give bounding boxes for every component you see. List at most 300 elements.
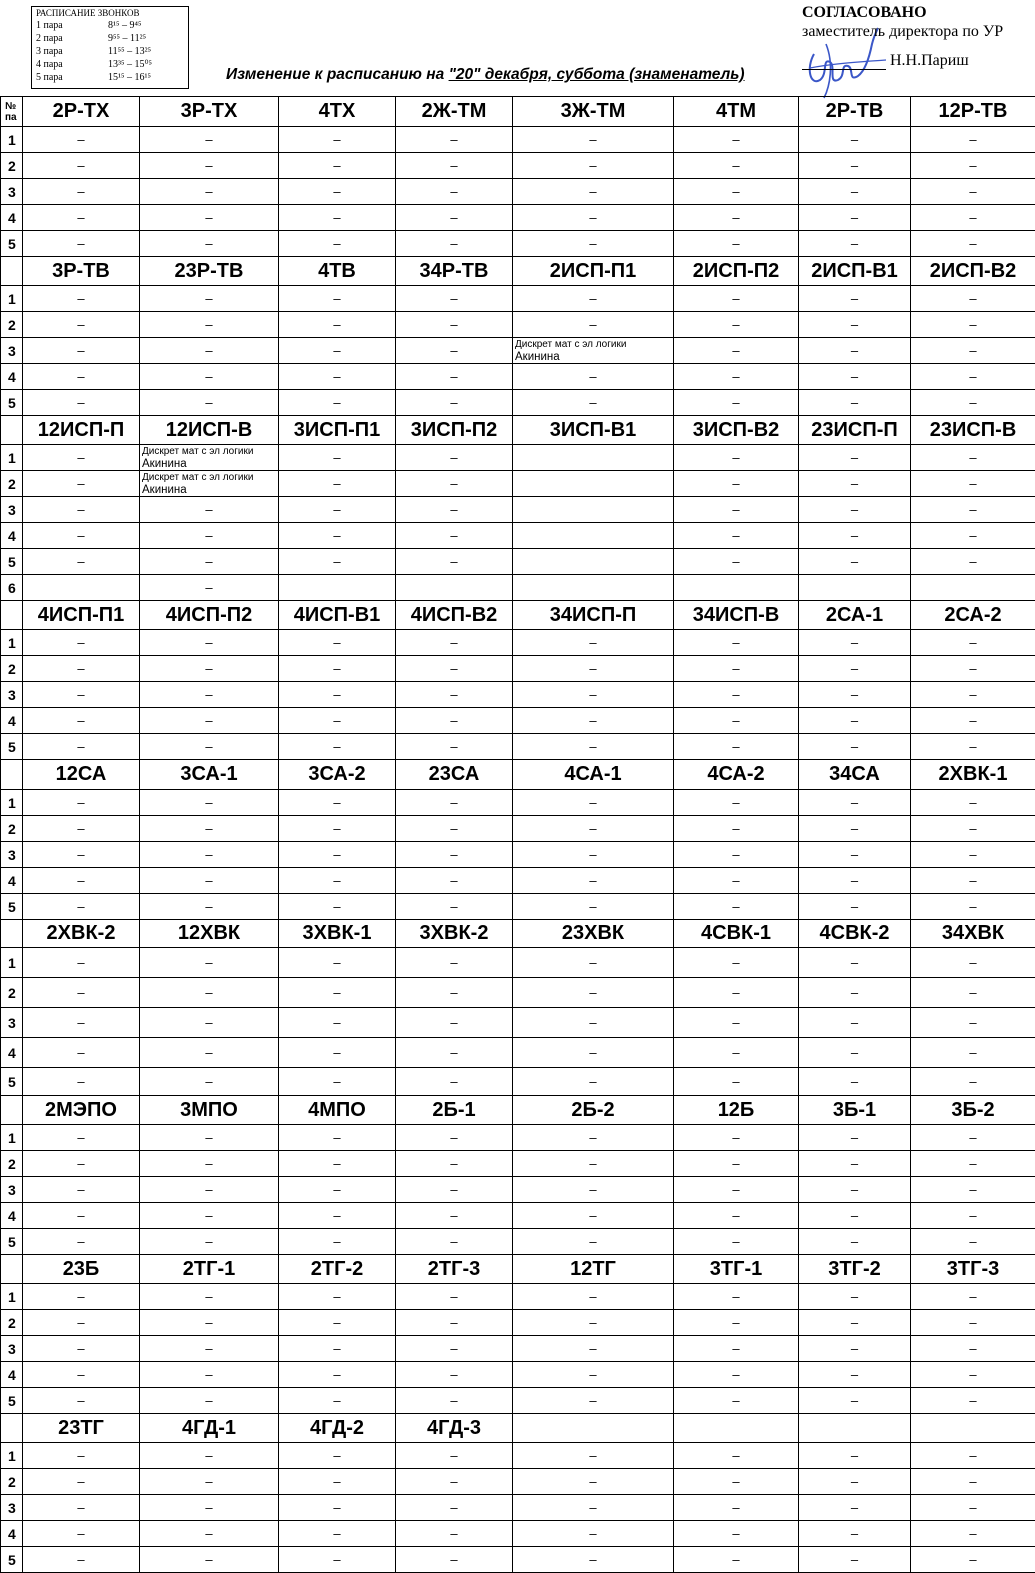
- no-change-cell: –: [799, 1547, 911, 1573]
- no-change-cell: –: [396, 1068, 513, 1096]
- group-header: 2Р-ТХ: [23, 97, 140, 127]
- blank-cell: [279, 575, 396, 601]
- no-change-cell: –: [23, 390, 140, 416]
- approval-name: Н.Н.Париш: [890, 52, 969, 70]
- no-change-cell: –: [396, 978, 513, 1008]
- no-change-cell: –: [911, 1203, 1035, 1229]
- no-change-cell: –: [23, 630, 140, 656]
- no-change-cell: –: [396, 390, 513, 416]
- no-change-cell: –: [140, 948, 279, 978]
- group-header: 3Б-1: [799, 1096, 911, 1125]
- no-change-cell: –: [140, 842, 279, 868]
- group-header: 2ИСП-П1: [513, 257, 674, 286]
- lesson-entry: [515, 338, 626, 364]
- group-header: [513, 1414, 674, 1443]
- group-header: 4МПО: [279, 1096, 396, 1125]
- no-change-cell: –: [23, 1495, 140, 1521]
- lesson-row: [1, 127, 1035, 153]
- no-change-cell: –: [396, 471, 513, 497]
- no-change-cell: –: [799, 1125, 911, 1151]
- blank-cell: [513, 471, 674, 497]
- pair-number: 4: [1, 1521, 23, 1547]
- no-change-cell: –: [396, 816, 513, 842]
- no-change-cell: –: [396, 1284, 513, 1310]
- pair-number: 2: [1, 312, 23, 338]
- no-change-cell: –: [674, 1443, 799, 1469]
- no-change-cell: –: [279, 312, 396, 338]
- group-header-row: [1, 760, 1035, 790]
- no-change-cell: –: [799, 682, 911, 708]
- no-change-cell: –: [674, 816, 799, 842]
- no-change-cell: –: [140, 1362, 279, 1388]
- no-change-cell: –: [674, 1038, 799, 1068]
- no-change-cell: –: [396, 948, 513, 978]
- lesson-row: [1, 1038, 1035, 1068]
- group-header: 3ИСП-П1: [279, 416, 396, 445]
- pair-number: 5: [1, 894, 23, 920]
- group-header: 4ИСП-П1: [23, 601, 140, 630]
- no-change-cell: –: [911, 286, 1035, 312]
- page-header: [0, 0, 1035, 96]
- no-change-cell: –: [799, 734, 911, 760]
- lesson-row: [1, 1203, 1035, 1229]
- no-change-cell: –: [674, 1068, 799, 1096]
- group-header: 2ТГ-1: [140, 1255, 279, 1284]
- lesson-row: [1, 682, 1035, 708]
- no-change-cell: –: [513, 1177, 674, 1203]
- no-change-cell: –: [799, 1336, 911, 1362]
- no-change-cell: –: [674, 445, 799, 471]
- bell-row: [36, 71, 184, 84]
- no-change-cell: –: [674, 1284, 799, 1310]
- group-header: 4ГД-1: [140, 1414, 279, 1443]
- group-header: 4ТМ: [674, 97, 799, 127]
- pair-number-header-line1: №: [5, 101, 22, 112]
- no-change-cell: –: [396, 338, 513, 364]
- no-change-cell: –: [674, 1203, 799, 1229]
- no-change-cell: –: [911, 127, 1035, 153]
- no-change-cell: –: [23, 1008, 140, 1038]
- no-change-cell: –: [23, 978, 140, 1008]
- no-change-cell: –: [140, 1284, 279, 1310]
- no-change-cell: –: [674, 1362, 799, 1388]
- pair-number: 2: [1, 816, 23, 842]
- no-change-cell: –: [279, 978, 396, 1008]
- no-change-cell: –: [513, 1203, 674, 1229]
- no-change-cell: –: [911, 312, 1035, 338]
- no-change-cell: –: [23, 1125, 140, 1151]
- no-change-cell: –: [799, 390, 911, 416]
- no-change-cell: –: [140, 312, 279, 338]
- pair-number: 1: [1, 630, 23, 656]
- no-change-cell: –: [279, 549, 396, 575]
- no-change-cell: –: [513, 656, 674, 682]
- no-change-cell: –: [799, 1068, 911, 1096]
- no-change-cell: –: [513, 868, 674, 894]
- no-change-cell: –: [140, 1521, 279, 1547]
- no-change-cell: –: [799, 1284, 911, 1310]
- lesson-row: [1, 1310, 1035, 1336]
- no-change-cell: –: [23, 682, 140, 708]
- lesson-row: [1, 868, 1035, 894]
- pair-number: 2: [1, 978, 23, 1008]
- pair-number: 3: [1, 842, 23, 868]
- pair-number: 6: [1, 575, 23, 601]
- no-change-cell: –: [911, 231, 1035, 257]
- no-change-cell: –: [513, 816, 674, 842]
- group-header-row: [1, 920, 1035, 948]
- no-change-cell: –: [140, 978, 279, 1008]
- no-change-cell: –: [23, 364, 140, 390]
- group-header: [911, 1414, 1035, 1443]
- no-change-cell: –: [911, 523, 1035, 549]
- no-change-cell: –: [799, 1495, 911, 1521]
- group-header: 23Р-ТВ: [140, 257, 279, 286]
- no-change-cell: –: [674, 1469, 799, 1495]
- no-change-cell: –: [23, 1469, 140, 1495]
- group-header: 4ИСП-П2: [140, 601, 279, 630]
- no-change-cell: –: [674, 205, 799, 231]
- group-header: 3ТГ-1: [674, 1255, 799, 1284]
- no-change-cell: –: [140, 153, 279, 179]
- no-change-cell: –: [140, 1495, 279, 1521]
- no-change-cell: –: [396, 868, 513, 894]
- no-change-cell: –: [140, 656, 279, 682]
- lesson-row: [1, 842, 1035, 868]
- no-change-cell: –: [799, 1362, 911, 1388]
- no-change-cell: –: [23, 445, 140, 471]
- group-header: 2Ж-ТМ: [396, 97, 513, 127]
- no-change-cell: –: [674, 523, 799, 549]
- no-change-cell: –: [23, 790, 140, 816]
- group-header: 23ХВК: [513, 920, 674, 948]
- header-spacer: [1, 760, 23, 790]
- bell-pair: 5 пара: [36, 71, 108, 84]
- no-change-cell: –: [513, 894, 674, 920]
- no-change-cell: –: [799, 978, 911, 1008]
- group-header: 2ИСП-В2: [911, 257, 1035, 286]
- no-change-cell: –: [513, 1125, 674, 1151]
- blank-cell: [513, 549, 674, 575]
- group-header: 3Ж-ТМ: [513, 97, 674, 127]
- no-change-cell: –: [23, 816, 140, 842]
- no-change-cell: –: [911, 978, 1035, 1008]
- no-change-cell: –: [674, 1336, 799, 1362]
- no-change-cell: –: [513, 630, 674, 656]
- lesson-row: [1, 364, 1035, 390]
- no-change-cell: –: [23, 312, 140, 338]
- no-change-cell: –: [513, 1068, 674, 1096]
- no-change-cell: –: [674, 1495, 799, 1521]
- no-change-cell: –: [396, 1547, 513, 1573]
- signature-line: [802, 69, 886, 70]
- no-change-cell: –: [396, 549, 513, 575]
- group-header: 3ХВК-1: [279, 920, 396, 948]
- no-change-cell: –: [396, 1038, 513, 1068]
- no-change-cell: –: [799, 523, 911, 549]
- pair-number: 1: [1, 1125, 23, 1151]
- no-change-cell: –: [396, 1125, 513, 1151]
- pair-number: 1: [1, 948, 23, 978]
- pair-number: 4: [1, 708, 23, 734]
- group-header: 3СА-2: [279, 760, 396, 790]
- no-change-cell: –: [23, 1229, 140, 1255]
- lesson-cell: [140, 445, 279, 471]
- no-change-cell: –: [140, 1229, 279, 1255]
- no-change-cell: –: [396, 153, 513, 179]
- group-header: 3ХВК-2: [396, 920, 513, 948]
- group-header-row: [1, 416, 1035, 445]
- lesson-row: [1, 179, 1035, 205]
- approval-title: СОГЛАСОВАНО: [802, 4, 1003, 22]
- pair-number: 4: [1, 523, 23, 549]
- no-change-cell: –: [279, 1388, 396, 1414]
- group-header: 34Р-ТВ: [396, 257, 513, 286]
- no-change-cell: –: [140, 734, 279, 760]
- pair-number: 5: [1, 1547, 23, 1573]
- no-change-cell: –: [799, 842, 911, 868]
- group-header: 2ТГ-2: [279, 1255, 396, 1284]
- no-change-cell: –: [279, 948, 396, 978]
- no-change-cell: –: [674, 153, 799, 179]
- no-change-cell: –: [513, 1284, 674, 1310]
- no-change-cell: –: [513, 1008, 674, 1038]
- lesson-row: [1, 1495, 1035, 1521]
- no-change-cell: –: [799, 1388, 911, 1414]
- no-change-cell: –: [396, 1229, 513, 1255]
- lesson-row: [1, 1336, 1035, 1362]
- no-change-cell: –: [911, 1336, 1035, 1362]
- group-header: 2СА-1: [799, 601, 911, 630]
- no-change-cell: –: [140, 1068, 279, 1096]
- no-change-cell: –: [799, 868, 911, 894]
- blank-cell: [513, 575, 674, 601]
- no-change-cell: –: [799, 708, 911, 734]
- pair-number: 4: [1, 205, 23, 231]
- no-change-cell: –: [674, 338, 799, 364]
- no-change-cell: –: [279, 630, 396, 656]
- no-change-cell: –: [396, 127, 513, 153]
- group-header-row: [1, 1096, 1035, 1125]
- no-change-cell: –: [23, 523, 140, 549]
- pair-number: 3: [1, 682, 23, 708]
- header-spacer: [1, 1096, 23, 1125]
- no-change-cell: –: [911, 153, 1035, 179]
- no-change-cell: –: [911, 549, 1035, 575]
- header-spacer: [1, 1414, 23, 1443]
- no-change-cell: –: [396, 842, 513, 868]
- no-change-cell: –: [23, 1521, 140, 1547]
- pair-number: 4: [1, 1362, 23, 1388]
- group-header: 3Б-2: [911, 1096, 1035, 1125]
- no-change-cell: –: [279, 1547, 396, 1573]
- lesson-subject: Дискрет мат с эл логики: [142, 445, 253, 458]
- no-change-cell: –: [799, 471, 911, 497]
- no-change-cell: –: [279, 390, 396, 416]
- no-change-cell: –: [23, 868, 140, 894]
- no-change-cell: –: [23, 471, 140, 497]
- group-header: 34СА: [799, 760, 911, 790]
- pair-number: 5: [1, 734, 23, 760]
- group-header: 34ИСП-В: [674, 601, 799, 630]
- no-change-cell: –: [396, 445, 513, 471]
- no-change-cell: –: [279, 523, 396, 549]
- group-header: 2Б-1: [396, 1096, 513, 1125]
- blank-cell: [799, 575, 911, 601]
- group-header: 23СА: [396, 760, 513, 790]
- no-change-cell: –: [674, 1521, 799, 1547]
- no-change-cell: –: [23, 948, 140, 978]
- no-change-cell: –: [140, 364, 279, 390]
- no-change-cell: –: [799, 497, 911, 523]
- approval-signature-row: [802, 52, 1003, 70]
- no-change-cell: –: [23, 286, 140, 312]
- no-change-cell: –: [911, 1125, 1035, 1151]
- no-change-cell: –: [279, 1151, 396, 1177]
- no-change-cell: –: [396, 630, 513, 656]
- no-change-cell: –: [396, 1521, 513, 1547]
- lesson-row: [1, 1362, 1035, 1388]
- no-change-cell: –: [396, 708, 513, 734]
- no-change-cell: –: [911, 1177, 1035, 1203]
- no-change-cell: –: [140, 1547, 279, 1573]
- bell-time: 11⁵⁵ – 13²⁵: [108, 45, 151, 58]
- no-change-cell: –: [911, 842, 1035, 868]
- no-change-cell: –: [279, 682, 396, 708]
- pair-number: 3: [1, 497, 23, 523]
- no-change-cell: –: [396, 656, 513, 682]
- no-change-cell: –: [140, 708, 279, 734]
- no-change-cell: –: [23, 338, 140, 364]
- no-change-cell: –: [911, 1068, 1035, 1096]
- no-change-cell: –: [279, 497, 396, 523]
- schedule-table: [0, 96, 1035, 1573]
- no-change-cell: –: [23, 127, 140, 153]
- no-change-cell: –: [674, 390, 799, 416]
- no-change-cell: –: [396, 1388, 513, 1414]
- no-change-cell: –: [140, 205, 279, 231]
- group-header: 2СА-2: [911, 601, 1035, 630]
- no-change-cell: –: [799, 1151, 911, 1177]
- no-change-cell: –: [23, 842, 140, 868]
- bell-time: 9⁵⁵ – 11²⁵: [108, 32, 146, 45]
- no-change-cell: –: [23, 205, 140, 231]
- no-change-cell: –: [396, 894, 513, 920]
- no-change-cell: –: [799, 1038, 911, 1068]
- no-change-cell: –: [911, 1229, 1035, 1255]
- no-change-cell: –: [799, 127, 911, 153]
- no-change-cell: –: [513, 708, 674, 734]
- no-change-cell: –: [396, 523, 513, 549]
- no-change-cell: –: [513, 682, 674, 708]
- no-change-cell: –: [513, 390, 674, 416]
- bell-row: [36, 19, 184, 32]
- no-change-cell: –: [396, 734, 513, 760]
- no-change-cell: –: [674, 312, 799, 338]
- lesson-row: [1, 790, 1035, 816]
- no-change-cell: –: [674, 1388, 799, 1414]
- no-change-cell: –: [513, 948, 674, 978]
- lesson-row: [1, 948, 1035, 978]
- no-change-cell: –: [674, 1547, 799, 1573]
- pair-number: 1: [1, 127, 23, 153]
- lesson-teacher: Акинина: [142, 458, 253, 471]
- title-prefix: Изменение к расписанию на: [226, 66, 449, 83]
- lesson-row: [1, 153, 1035, 179]
- pair-number-header: [1, 97, 23, 127]
- no-change-cell: –: [911, 205, 1035, 231]
- no-change-cell: –: [911, 630, 1035, 656]
- pair-number-header-line2: па: [5, 112, 22, 123]
- no-change-cell: –: [140, 894, 279, 920]
- pair-number: 3: [1, 1008, 23, 1038]
- no-change-cell: –: [674, 1125, 799, 1151]
- no-change-cell: –: [911, 364, 1035, 390]
- group-header: 3СА-1: [140, 760, 279, 790]
- group-header-row: [1, 1255, 1035, 1284]
- no-change-cell: –: [513, 1310, 674, 1336]
- group-header: 23ИСП-П: [799, 416, 911, 445]
- no-change-cell: –: [799, 1521, 911, 1547]
- group-header: 4СВК-2: [799, 920, 911, 948]
- blank-cell: [911, 575, 1035, 601]
- no-change-cell: –: [799, 1203, 911, 1229]
- no-change-cell: –: [396, 1008, 513, 1038]
- pair-number: 5: [1, 1068, 23, 1096]
- no-change-cell: –: [279, 868, 396, 894]
- group-header: 4ТВ: [279, 257, 396, 286]
- lesson-teacher: Акинина: [515, 351, 626, 364]
- no-change-cell: –: [140, 1151, 279, 1177]
- no-change-cell: –: [140, 1336, 279, 1362]
- pair-number: 5: [1, 1229, 23, 1255]
- blank-cell: [513, 523, 674, 549]
- no-change-cell: –: [396, 312, 513, 338]
- no-change-cell: –: [23, 179, 140, 205]
- no-change-cell: –: [911, 656, 1035, 682]
- no-change-cell: –: [674, 1177, 799, 1203]
- no-change-cell: –: [513, 1336, 674, 1362]
- no-change-cell: –: [279, 894, 396, 920]
- group-header: 4СА-2: [674, 760, 799, 790]
- lesson-row: [1, 1229, 1035, 1255]
- no-change-cell: –: [396, 286, 513, 312]
- no-change-cell: –: [674, 179, 799, 205]
- no-change-cell: –: [23, 1388, 140, 1414]
- no-change-cell: –: [911, 1038, 1035, 1068]
- blank-cell: [513, 445, 674, 471]
- no-change-cell: –: [911, 1495, 1035, 1521]
- lesson-row: [1, 549, 1035, 575]
- pair-number: 2: [1, 1469, 23, 1495]
- pair-number: 1: [1, 445, 23, 471]
- lesson-row: [1, 816, 1035, 842]
- no-change-cell: –: [279, 816, 396, 842]
- lesson-row: [1, 1521, 1035, 1547]
- no-change-cell: –: [513, 1521, 674, 1547]
- no-change-cell: –: [279, 1008, 396, 1038]
- no-change-cell: –: [396, 1203, 513, 1229]
- no-change-cell: –: [911, 1310, 1035, 1336]
- no-change-cell: –: [674, 471, 799, 497]
- group-header: 2Б-2: [513, 1096, 674, 1125]
- no-change-cell: –: [279, 1284, 396, 1310]
- lesson-row: [1, 1151, 1035, 1177]
- group-header: 12Б: [674, 1096, 799, 1125]
- no-change-cell: –: [396, 364, 513, 390]
- no-change-cell: –: [799, 312, 911, 338]
- no-change-cell: –: [279, 205, 396, 231]
